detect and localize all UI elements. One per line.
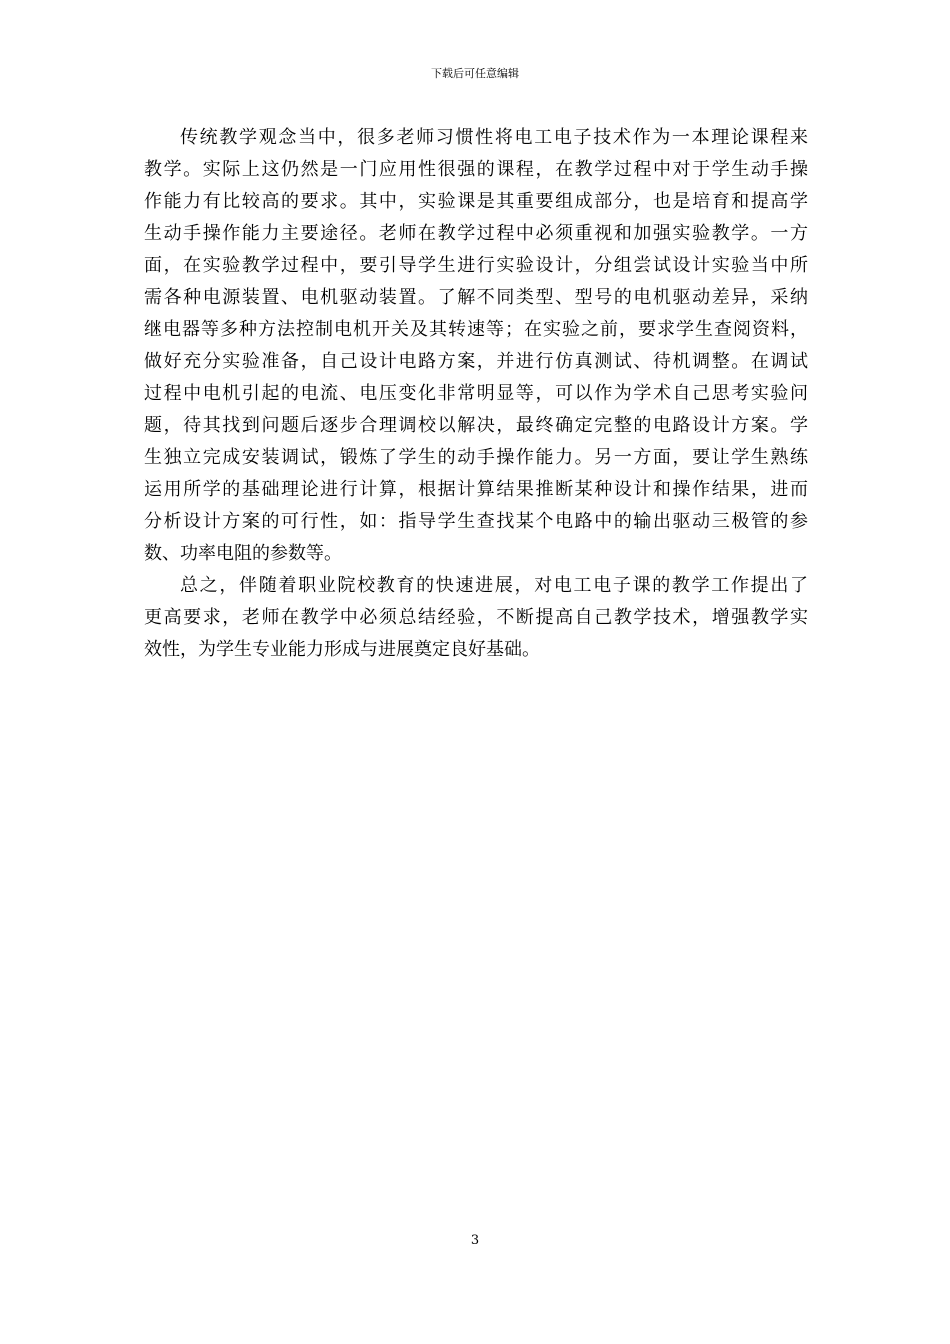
paragraph-line: 数、功率电阻的参数等。	[144, 543, 342, 564]
paragraph-line: 继电器等多种方法控制电机开关及其转速等；在实验之前，要求学生查阅资料，	[144, 319, 808, 340]
paragraph-1	[144, 122, 808, 570]
paragraph-line: 效性，为学生专业能力形成与进展奠定良好基础。	[144, 639, 540, 660]
paragraph-line: 作能力有比较高的要求。其中，实验课是其重要组成部分，也是培育和提高学	[144, 191, 808, 212]
paragraph-line: 传统教学观念当中，很多老师习惯性将电工电子技术作为一本理论课程来	[180, 127, 808, 148]
paragraph-line: 总之，伴随着职业院校教育的快速进展，对电工电子课的教学工作提出了	[180, 575, 808, 596]
paragraph-line: 过程中电机引起的电流、电压变化非常明显等，可以作为学术自己思考实验问	[144, 383, 808, 404]
paragraph-line: 面，在实验教学过程中，要引导学生进行实验设计，分组尝试设计实验当中所	[144, 255, 808, 276]
paragraph-line: 运用所学的基础理论进行计算，根据计算结果推断某种设计和操作结果，进而	[144, 479, 808, 500]
paragraph-line: 教学。实际上这仍然是一门应用性很强的课程，在教学过程中对于学生动手操	[144, 159, 808, 180]
paragraph-line: 生独立完成安装调试，锻炼了学生的动手操作能力。另一方面，要让学生熟练	[144, 447, 808, 468]
page-number: 3	[470, 1233, 480, 1248]
page-header: 下载后可任意编辑	[431, 67, 519, 80]
paragraph-line: 题，待其找到问题后逐步合理调校以解决，最终确定完整的电路设计方案。学	[144, 415, 808, 436]
paragraph-line: 需各种电源装置、电机驱动装置。了解不同类型、型号的电机驱动差异，采纳	[144, 287, 808, 308]
paragraph-line: 更高要求，老师在教学中必须总结经验，不断提高自己教学技术，增强教学实	[144, 607, 808, 628]
paragraph-line: 生动手操作能力主要途径。老师在教学过程中必须重视和加强实验教学。一方	[144, 223, 808, 244]
document-body	[144, 122, 808, 666]
paragraph-2	[144, 570, 808, 666]
paragraph-line: 分析设计方案的可行性，如：指导学生查找某个电路中的输出驱动三极管的参	[144, 511, 808, 532]
paragraph-line: 做好充分实验准备，自己设计电路方案，并进行仿真测试、待机调整。在调试	[144, 351, 808, 372]
